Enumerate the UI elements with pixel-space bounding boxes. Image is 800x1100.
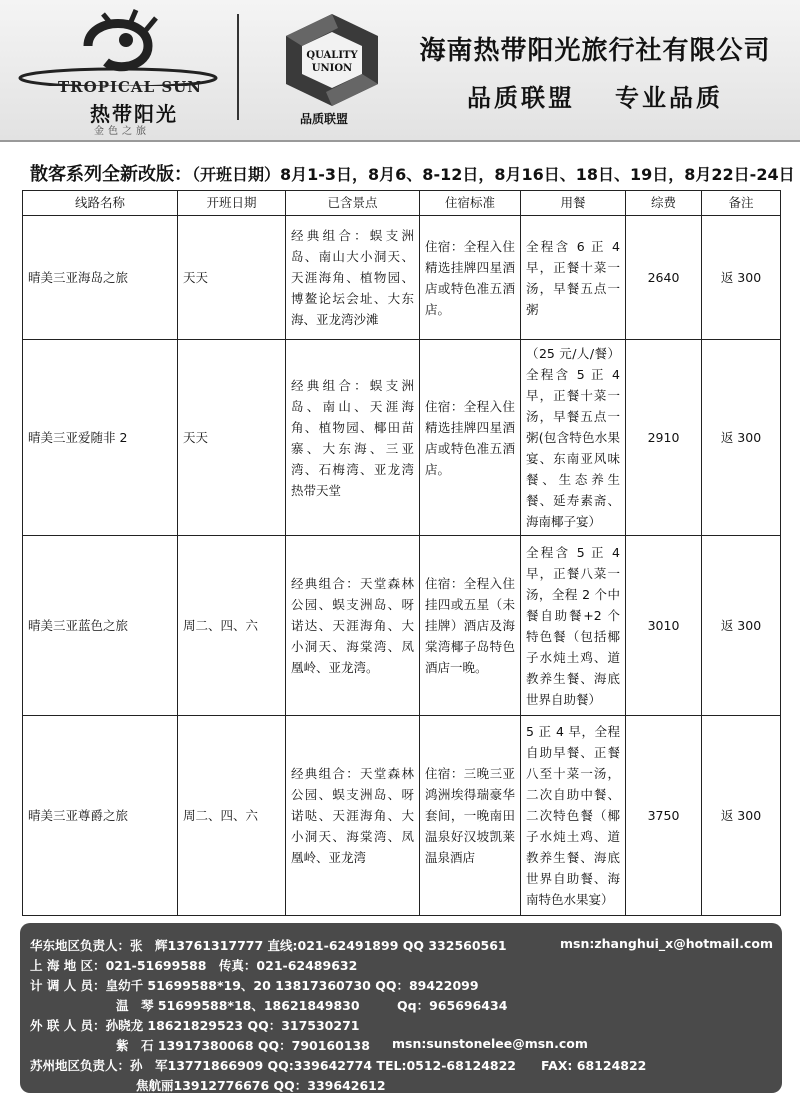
shanghai-label: 上 海 地 区： [30,958,106,973]
planner-label: 计 调 人 员： [30,978,106,993]
route-name: 晴美三亚海岛之旅 [23,216,178,340]
liaison-1: 孙晓龙 18621829523 QQ：317530271 [105,1018,360,1033]
contact-line-7 [30,1056,646,1074]
quality-logo-text-1: QUALITY [306,50,358,61]
route-note: 返 300 [702,340,781,536]
header-meals: 用餐 [521,191,626,216]
header-start-date: 开班日期 [178,191,286,216]
route-meals: 全程含 5 正 4 早，正餐八菜一汤，全程 2 个中餐自助餐+2 个特色餐（包括椰子水炖土鸡、道教养生餐、海底世界自助餐） [521,536,626,716]
liaison-2: 紫 石 13917380068 QQ：790160138 [116,1038,370,1053]
table-row [23,536,781,716]
slogan-2: 专业品质 [615,84,723,112]
route-hotel: 住宿：全程入住精选挂牌四星酒店或特色准五酒店。 [420,216,521,340]
header-rule [0,140,800,142]
planner-1: 皇幼千 51699588*19、20 13817360730 QQ：89422099 [105,978,479,993]
route-note: 返 300 [702,716,781,916]
route-date: 周二、四、六 [178,716,286,916]
header-hotel: 住宿标准 [420,191,521,216]
route-meals: 全程含 6 正 4 早，正餐十菜一汤，早餐五点一粥 [521,216,626,340]
route-price: 2640 [626,216,702,340]
contact-line-5 [30,1016,359,1034]
route-meals: 5 正 4 早，全程自助早餐、正餐八至十菜一汤，二次自助中餐、二次特色餐（椰子水炖土鸡、道教养生餐、海底世界自助餐、海南特色水果宴） [521,716,626,916]
route-price: 3010 [626,536,702,716]
east-china-manager-phone: 13761317777 直线:021-62491899 QQ 332560561 [167,938,507,953]
table-row [23,716,781,916]
east-china-manager-label: 华东地区负责人：张 辉 [30,938,168,953]
route-name: 晴美三亚蓝色之旅 [23,536,178,716]
route-sights: 经典组合：蜈支洲岛、南山、天涯海角、植物园、椰田苗寨、大东海、三亚湾、石梅湾、亚龙湾热带天堂 [286,340,420,536]
logo-brand-cn: 热带阳光 [90,102,178,126]
table-row [23,216,781,340]
slogan [405,78,785,113]
header-sights: 已含景点 [286,191,420,216]
header-divider [237,14,239,120]
route-hotel: 住宿：三晚三亚鸿洲埃得瑞豪华套间，一晚南田温泉好汉坡凯莱温泉酒店 [420,716,521,916]
tropical-sun-logo [18,6,218,137]
header-note: 备注 [702,191,781,216]
schedule-title [30,160,795,186]
logo-brand-sub: 金色之旅 [94,126,150,137]
suzhou-manager-contact: 孙 军13771866909 QQ:339642774 TEL:0512-68124822 FAX: 68124822 [130,1058,647,1073]
table-row [23,340,781,536]
route-note: 返 300 [702,536,781,716]
quality-logo-text-2: UNION [311,63,353,74]
sun-logo-graphic [18,6,218,86]
route-sights: 经典组合：蜈支洲岛、南山大小洞天、天涯海角、植物园、博鳌论坛会址、大东海、亚龙湾沙滩 [286,216,420,340]
route-sights: 经典组合：天堂森林公园、蜈支洲岛、呀诺哒、天涯海角、大小洞天、海棠湾、凤凰岭、亚龙湾 [286,716,420,916]
east-china-manager-msn: msn:zhanghui_x@hotmail.com [560,936,773,951]
slogan-1: 品质联盟 [467,84,575,112]
title-main: 散客系列全新改版： [30,164,192,185]
routes-table [22,190,781,916]
contact-line-1 [30,936,507,954]
route-name: 晴美三亚尊爵之旅 [23,716,178,916]
logo-brand-text: TROPICAL SUN [58,78,202,96]
contact-footer [20,923,782,1093]
quality-logo-caption: 品质联盟 [300,112,349,126]
table-header-row [23,191,781,216]
planner-2: 温 琴 51699588*18、18621849830 Qq：965696434 [116,998,508,1013]
liaison-2-msn: msn:sunstonelee@msn.com [392,1036,588,1051]
route-date: 周二、四、六 [178,536,286,716]
header-route-name: 线路名称 [23,191,178,216]
contact-line-3 [30,976,479,994]
route-name: 晴美三亚爱随非 2 [23,340,178,536]
route-hotel: 住宿：全程入住挂四或五星（未挂牌）酒店及海棠湾椰子岛特色酒店一晚。 [420,536,521,716]
route-price: 3750 [626,716,702,916]
route-price: 2910 [626,340,702,536]
title-dates: （开班日期）8月1-3日，8月6、8-12日，8月16日、18日、19日，8月22日-24日 [192,165,795,184]
route-sights: 经典组合：天堂森林公园、蜈支洲岛、呀诺达、天涯海角、大小洞天、海棠湾、凤凰岭、亚龙湾。 [286,536,420,716]
route-date: 天天 [178,216,286,340]
suzhou-contact-2: 焦航丽13912776676 QQ：339642612 [136,1078,386,1093]
route-date: 天天 [178,340,286,536]
route-meals: （25 元/人/餐）全程含 5 正 4 早，正餐十菜一汤，早餐五点一粥(包含特色水果宴、东南亚风味餐、生态养生餐、延寿素斋、海南椰子宴） [521,340,626,536]
route-note: 返 300 [702,216,781,340]
suzhou-manager-label: 苏州地区负责人： [30,1058,131,1073]
page-header [0,0,800,140]
header-price: 综费 [626,191,702,216]
liaison-label: 外 联 人 员： [30,1018,106,1033]
company-name: 海南热带阳光旅行社有限公司 [419,36,771,66]
shanghai-phone: 021-51699588 传真：021-62489632 [105,958,358,973]
route-hotel: 住宿：全程入住精选挂牌四星酒店或特色准五酒店。 [420,340,521,536]
contact-line-2 [30,956,357,974]
